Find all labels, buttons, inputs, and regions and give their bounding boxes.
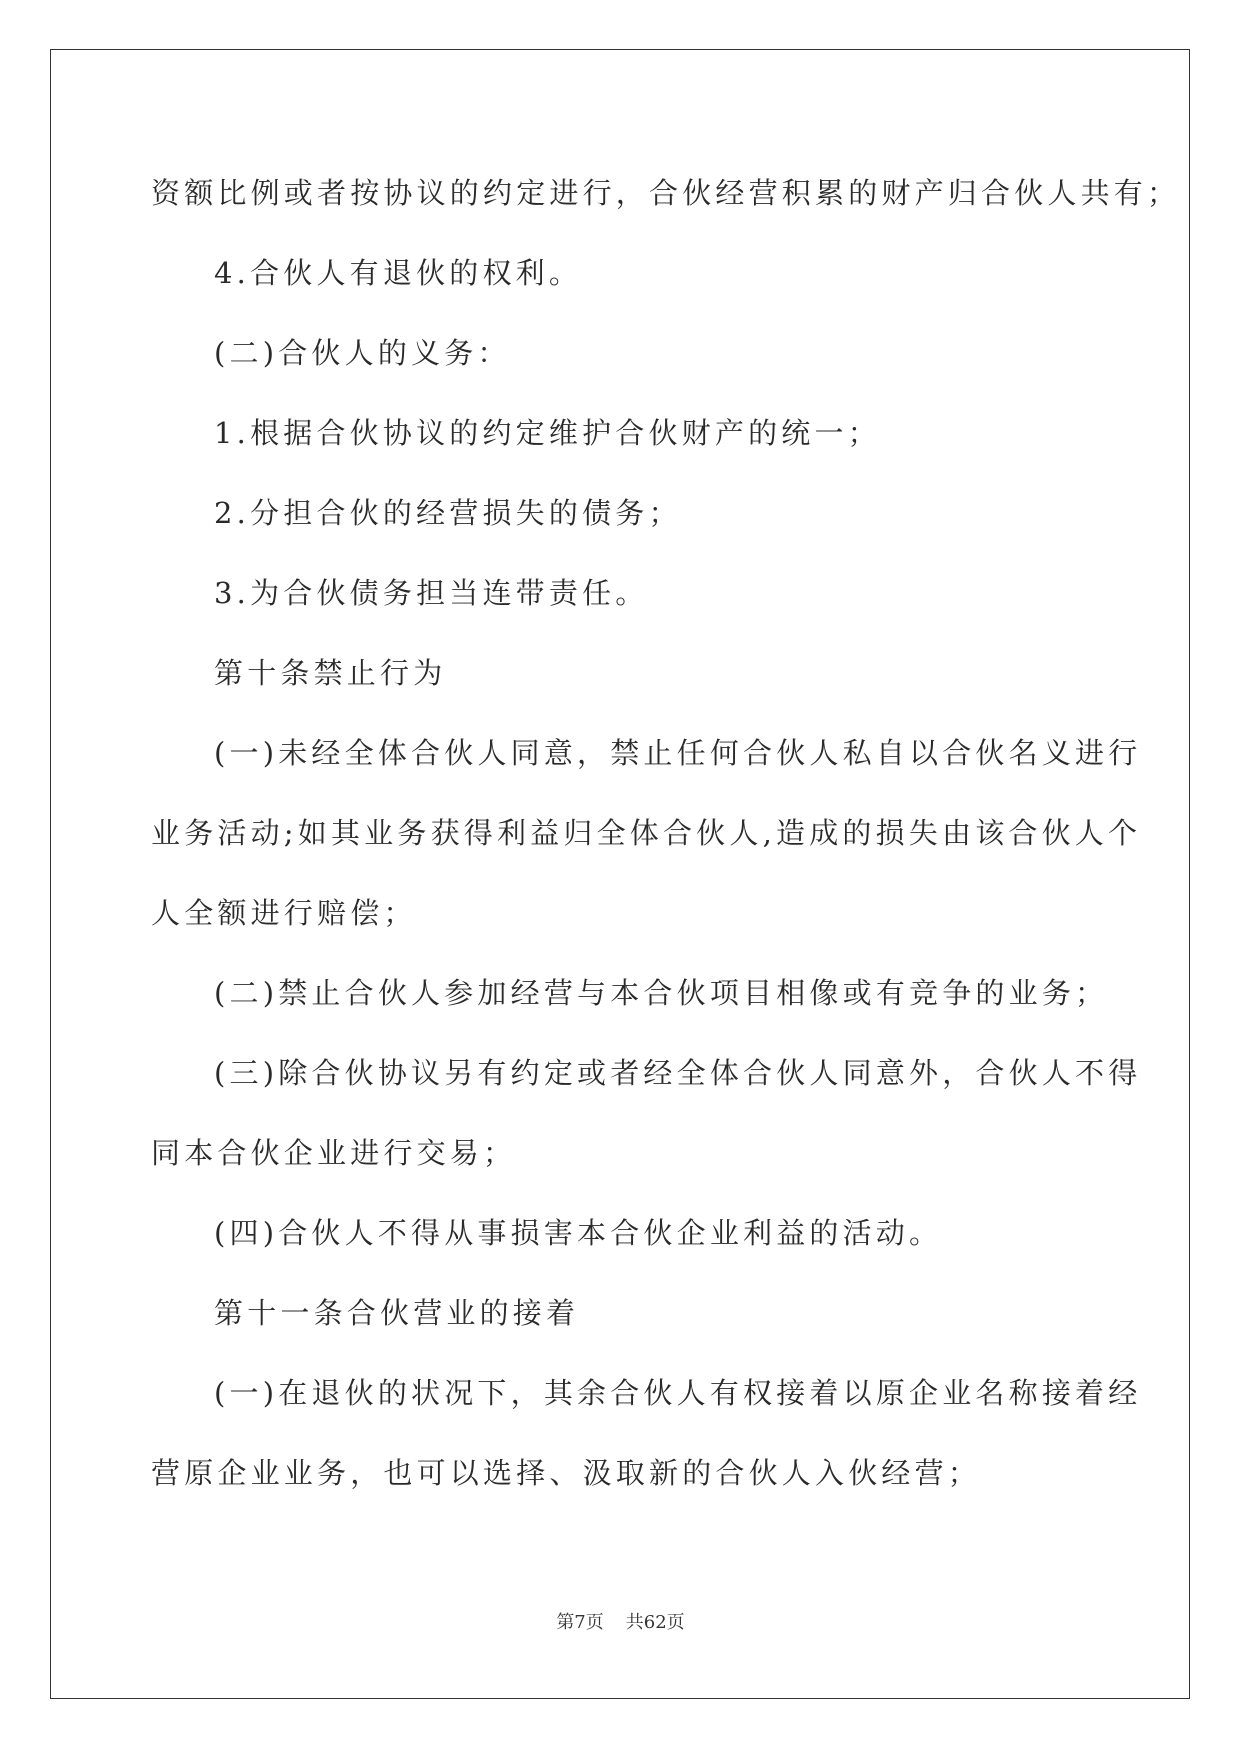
section-heading: 第十条禁止行为 [214, 656, 447, 690]
paragraph-line: 业务活动;如其业务获得利益归全体合伙人,造成的损失由该合伙人个 [151, 816, 1142, 850]
paragraph-line: (一)在退伙的状况下，其余合伙人有权接着以原企业名称接着经 [214, 1376, 1142, 1410]
section-heading: 第十一条合伙营业的接着 [214, 1296, 580, 1330]
paragraph-line: (一)未经全体合伙人同意，禁止任何合伙人私自以合伙名义进行 [214, 736, 1142, 770]
paragraph-line: (四)合伙人不得从事损害本合伙企业利益的活动。 [214, 1216, 943, 1250]
paragraph-line: (二)禁止合伙人参加经营与本合伙项目相像或有竞争的业务； [214, 976, 1109, 1010]
paragraph-line: 同本合伙企业进行交易； [151, 1136, 517, 1170]
page-border [50, 49, 1190, 1699]
paragraph-line: 营原企业业务，也可以选择、汲取新的合伙人入伙经营； [151, 1456, 982, 1490]
paragraph-line: (二)合伙人的义务： [214, 336, 511, 370]
page-number-current: 第7页 [556, 1612, 604, 1633]
paragraph-line: 1.根据合伙协议的约定维护合伙财产的统一； [214, 416, 881, 450]
paragraph-line: 4.合伙人有退伙的权利。 [214, 256, 583, 290]
page-footer [0, 1611, 1241, 1635]
page-number-total: 共62页 [625, 1612, 685, 1633]
paragraph-line: 3.为合伙债务担当连带责任。 [214, 576, 649, 610]
paragraph-line: 人全额进行赔偿； [151, 896, 417, 930]
paragraph-line: (三)除合伙协议另有约定或者经全体合伙人同意外，合伙人不得 [214, 1056, 1142, 1090]
paragraph-line: 资额比例或者按协议的约定进行，合伙经营积累的财产归合伙人共有； [151, 176, 1181, 210]
paragraph-line: 2.分担合伙的经营损失的债务； [214, 496, 682, 530]
